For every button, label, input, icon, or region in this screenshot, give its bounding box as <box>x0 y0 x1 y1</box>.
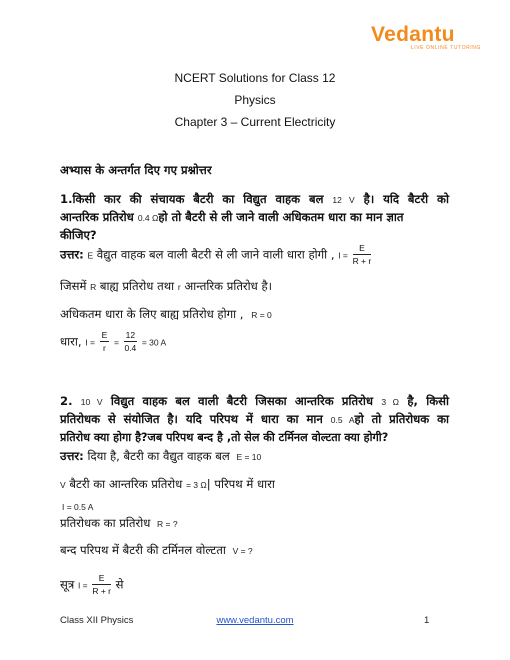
footer-class: Class XII Physics <box>60 615 134 626</box>
q2-text-d: हो तो प्रतिरोधक का <box>354 412 449 426</box>
q2-answer-label: उत्तर: <box>60 449 84 463</box>
q2-formula-fraction <box>92 574 111 596</box>
q1-text-b: है। यदि बैटरी को <box>363 192 449 206</box>
header-subject: Physics <box>234 93 276 107</box>
q1-resistance-value: 0.4 Ω <box>137 213 159 223</box>
q1-max-line <box>60 309 272 321</box>
q2-emf-value: 10 V <box>80 397 103 407</box>
q2-resistance-value: 3 Ω <box>381 397 400 407</box>
q1-answer-symbol: E <box>87 250 94 261</box>
q1-max-text: अधिकतम धारा के लिए बाह्य प्रतिरोध होगा , <box>60 307 244 321</box>
q1-jisme-line <box>60 281 272 293</box>
q2-resistor-line <box>60 518 178 530</box>
q1-frac-values-den: 0.4 <box>124 343 137 353</box>
logo-wordmark: Vedantu <box>371 23 455 46</box>
q2-formula-line <box>60 574 124 596</box>
q1-jisme-r: R <box>90 282 97 292</box>
q2-text-b: है, किसी <box>407 394 449 408</box>
q2-resistor-text: प्रतिरोधक का प्रतिरोध <box>60 516 151 530</box>
q1-text-c: आन्तरिक प्रतिरोध <box>60 210 134 224</box>
q1-fraction-denominator: R + r <box>352 256 372 266</box>
q2-resistor-eq: R = ? <box>157 519 178 529</box>
q1-answer-i: I = <box>338 250 348 261</box>
logo-tagline: LIVE ONLINE TUTORING <box>410 45 481 51</box>
q1-frac-values-num: 12 <box>125 330 136 340</box>
q2-internal-text2: | परिपथ में धारा <box>206 477 275 491</box>
q1-jisme-a: जिसमें <box>60 279 87 293</box>
q2-answer-text: दिया है, बैटरी का वैद्युत वाहक बल <box>87 449 230 463</box>
q1-line2 <box>60 212 403 224</box>
q2-answer-line <box>60 451 261 463</box>
q2-formula-num: E <box>92 574 111 585</box>
q1-jisme-c: आन्तरिक प्रतिरोध है। <box>184 279 273 293</box>
q2-current-value: 0.5 A <box>330 415 355 425</box>
q2-line2 <box>60 414 449 426</box>
q2-formula-label: सूत्र <box>60 577 75 592</box>
q1-answer-label: उत्तर: <box>60 247 84 262</box>
q2-line1 <box>60 396 449 408</box>
q2-text-c: प्रतिरोधक से संयोजित है। यदि परिपथ में धारा का मान <box>60 412 323 426</box>
q2-text-a: विद्युत वाहक बल वाली बैटरी जिसका आन्तरिक प्रतिरोध <box>110 394 373 408</box>
q1-current-line: धारा, I = $\frac{E}{r}$ = $\frac{12}{0.4}$ = 30 A <box>60 330 167 353</box>
q1-current-label: धारा, <box>60 334 82 349</box>
q2-internal-eq: = 3 Ω <box>185 480 207 490</box>
q2-unit-v: V <box>60 480 66 490</box>
q2-line3: प्रतिरोध क्या होगा है?जब परिपथ बन्द है ,तो सेल की टर्मिनल वोल्टता क्या होगी? <box>60 431 389 444</box>
q1-line1 <box>60 194 449 206</box>
q1-frac-er <box>100 331 110 353</box>
header-chapter: Chapter 3 – Current Electricity <box>174 115 336 129</box>
q2-terminal-text: बन्द परिपथ में बैटरी की टर्मिनल वोल्टता <box>60 543 226 557</box>
q1-fraction-numerator: E <box>353 244 372 255</box>
q1-text-d: हो तो बैटरी से ली जाने वाली अधिकतम धारा का मान ज्ञात <box>158 210 404 224</box>
q2-current-eq: I = 0.5 A <box>62 502 94 512</box>
q1-max-eq: R = 0 <box>251 310 272 320</box>
footer-page-number: 1 <box>424 615 430 626</box>
q1-answer-fraction <box>353 244 372 266</box>
q1-answer-text: वैद्युत वाहक बल वाली बैटरी से ली जाने वाली धारा होगी , <box>96 247 335 262</box>
section-heading: अभ्यास के अन्तर्गत दिए गए प्रश्नोत्तर <box>60 163 212 177</box>
q2-formula-i: I = <box>77 580 88 591</box>
q1-current-i: I = <box>85 337 95 348</box>
q1-line3: कीजिए? <box>60 228 97 242</box>
footer-website-link[interactable]: www.vedantu.com <box>216 615 294 626</box>
q2-terminal-eq: V = ? <box>232 546 253 556</box>
q1-text-a: 1.किसी कार की संचायक बैटरी का विद्युत वाहक बल <box>60 192 324 206</box>
q2-internal-text: बैटरी का आन्तरिक प्रतिरोध <box>69 477 183 491</box>
q2-internal-line <box>60 479 275 491</box>
q1-current-result: = 30 A <box>141 337 167 348</box>
q2-terminal-line <box>60 545 253 557</box>
q2-formula-end: से <box>115 577 124 592</box>
q2-answer-eq: E = 10 <box>236 452 262 462</box>
vedantu-logo <box>371 24 481 52</box>
q1-frac-er-den: r <box>103 343 106 353</box>
q1-jisme-r2: r <box>177 282 181 292</box>
q1-jisme-b: बाह्य प्रतिरोध तथा <box>99 279 175 293</box>
q2-number: 2. <box>60 394 73 408</box>
q1-emf-value: 12 V <box>332 195 355 205</box>
q2-formula-den: R + r <box>92 586 111 596</box>
header-title: NCERT Solutions for Class 12 <box>174 71 336 85</box>
q1-answer-line <box>60 244 372 266</box>
q1-frac-values <box>124 331 137 353</box>
q1-frac-er-num: E <box>101 330 108 340</box>
